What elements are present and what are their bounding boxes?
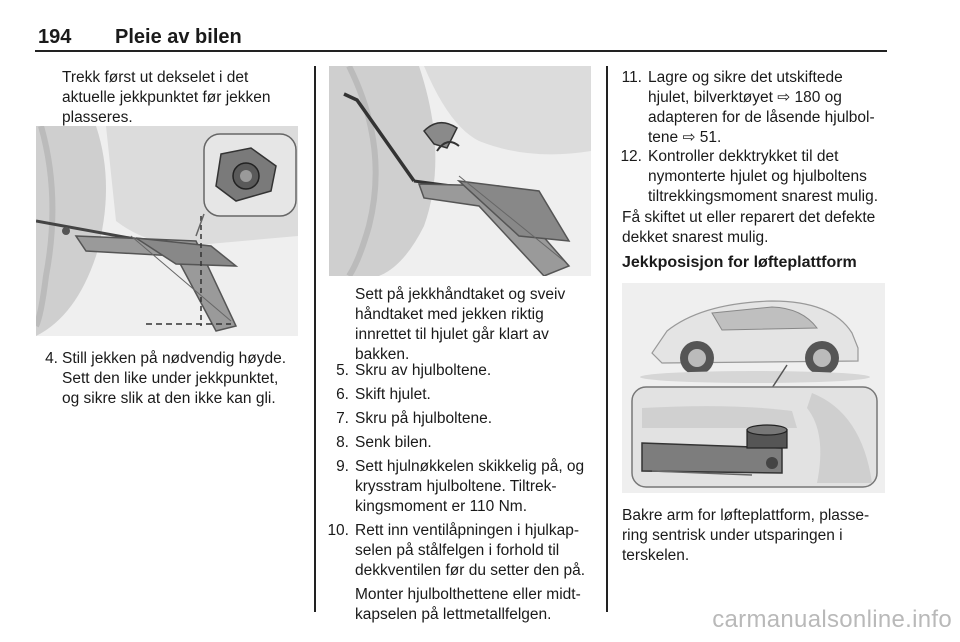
step-text: Skift hjulet. [355, 386, 431, 403]
step-text: Still jekken på nødvendig høyde. Sett den like under jekkpunktet, og sikre slik at den ikke kan gli. [62, 350, 287, 407]
step-text: Skru på hjulboltene. [355, 410, 493, 427]
watermark-text: carmanualsonline.info [712, 606, 952, 633]
figure-caption: Bakre arm for løfteplattform, plasse- ring sentrisk under utsparingen i terskelen. [622, 507, 870, 564]
instruction-text: Sett på jekkhåndtaket og sveiv håndtaket med jekken riktig innrettet til hjulet går klart av bakken. [355, 286, 566, 363]
section-heading: Jekkposisjon for løfteplattform [622, 254, 857, 271]
step-number: 7. [336, 410, 349, 427]
column-divider [314, 66, 316, 612]
column-divider [606, 66, 608, 612]
step-text: Kontroller dekktrykket til det nymonterte hjulet og hjulboltens tiltrekkingsmoment snarest mulig. [648, 148, 878, 205]
header-rule [35, 50, 887, 52]
page-title: Pleie av bilen [115, 26, 242, 48]
step-number: 6. [336, 386, 349, 403]
step-text: Rett inn ventilåpningen i hjulkap- selen på stålfelgen i forhold til dekkventilen før du setter den på. [355, 522, 586, 579]
advice-paragraph: Få skiftet ut eller reparert det defekte dekket snarest mulig. [622, 209, 876, 246]
step-number: 11. [621, 69, 642, 86]
step-number: 9. [336, 458, 349, 475]
intro-text: Trekk først ut dekselet i det aktuelle jekkpunktet før jekken plasseres. [62, 69, 271, 126]
jack-placement-illustration [36, 126, 298, 336]
step-text: Skru av hjulboltene. [355, 362, 492, 379]
step-number: 4. [45, 350, 58, 367]
step-number: 8. [336, 434, 349, 451]
page-number: 194 [38, 26, 72, 48]
step-text: Sett hjulnøkkelen skikkelig på, og krysstram hjulboltene. Tiltrek- kingsmoment er 110 Nm. [355, 458, 585, 515]
step-text: Lagre og sikre det utskiftede hjulet, bilverktøyet ⇨ 180 og adapteren for de låsende hjulbol- tene ⇨ 51. [648, 69, 875, 146]
step-number: 12. [620, 148, 642, 165]
step-number: 10. [327, 522, 349, 539]
step-text: Senk bilen. [355, 434, 432, 451]
jack-handle-illustration [329, 66, 591, 276]
step-number: 5. [336, 362, 349, 379]
step-note: Monter hjulbolthettene eller midt- kapselen på lettmetallfelgen. [355, 586, 581, 623]
lift-platform-illustration [622, 283, 885, 493]
